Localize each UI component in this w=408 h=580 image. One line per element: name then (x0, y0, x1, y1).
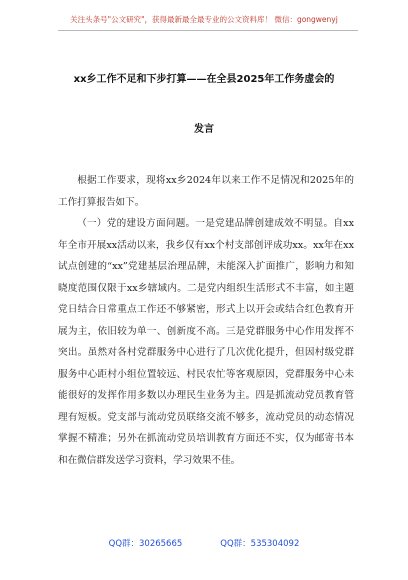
party-building-paragraph: （一）党的建设方面问题。一是党建品牌创建成效不明显。自xx年全市开展xx活动以来，我乡仅有xx个村支部创评成功xx。xx年在xx试点创建的“xx”党建基层治理品牌，未能深入扩面推广，影响力和知晓度范围仅限于xx乡辖域内。二是党内组织生活形式不丰富，如主题党日结合日常重点工作还不够紧密，形式上以开会或结合红色教育开展为主，依旧较为单一、创新度不高。三是党群服务中心作用发挥不突出。虽然对各村党群服务中心进行了几次优化提升，但因村级党群服务中心距村小组位置较远、村民农忙等客观原因，党群服务中心未能很好的发挥作用多数以办理民生业务为主。四是抓流动党员教育管理有短板。党支部与流动党员联络交流不够多，流动党员的动态情况掌握不精准；另外在抓流动党员培训教育方面还不实，仅为邮寄书本和在微信群发送学习资料，学习效果不佳。 (58, 218, 354, 466)
document-body (58, 170, 354, 471)
header-divider (58, 30, 358, 31)
intro-paragraph: 根据工作要求，现将xx乡2024年以来工作不足情况和2025年的工作打算报告如下。 (58, 175, 354, 208)
promo-header: 关注头条号"公文研究"，获得最新最全最专业的公文资料库！ 微信：gongwenyj (70, 15, 338, 24)
qq-group-1: QQ群：30265665 (108, 539, 183, 549)
document-title: xx乡工作不足和下步打算——在全县2025年工作务虚会的 (73, 74, 335, 85)
qq-footer (0, 537, 408, 549)
document-title-continued: 发言 (194, 124, 214, 135)
qq-group-2: QQ群：535304092 (220, 539, 300, 549)
